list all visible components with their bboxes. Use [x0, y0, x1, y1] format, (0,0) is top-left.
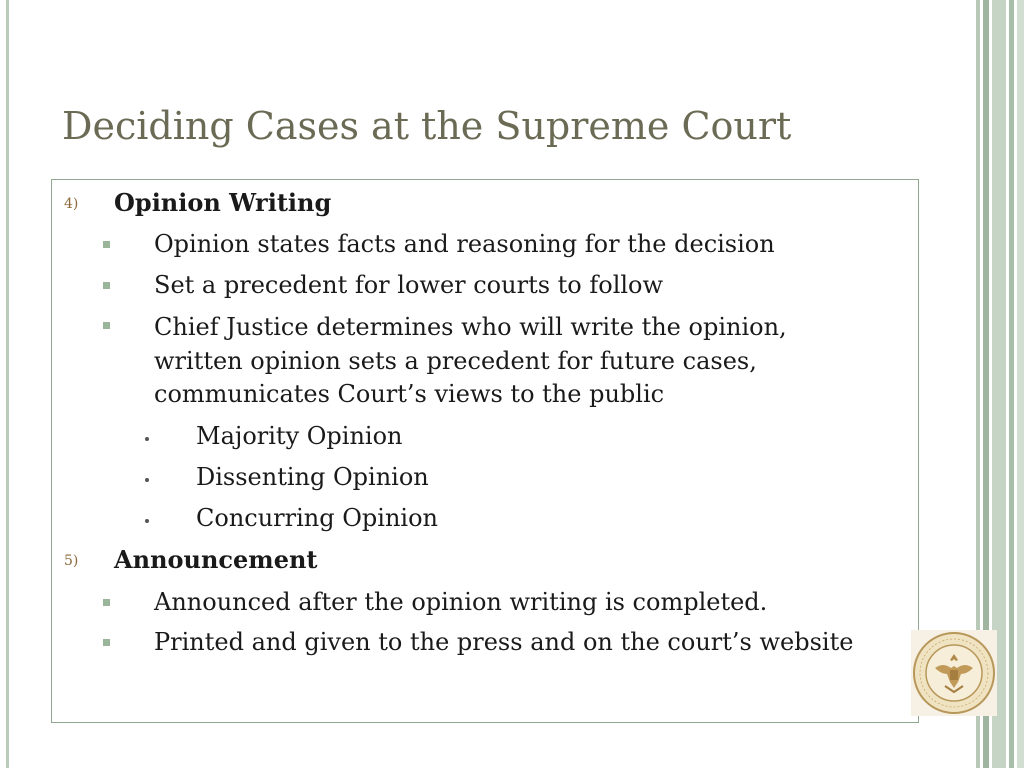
bullet-text: Announced after the opinion writing is completed. — [154, 588, 768, 616]
round-bullet-icon — [145, 519, 149, 523]
section-heading: Opinion Writing — [114, 188, 332, 217]
slide-title: Deciding Cases at the Supreme Court — [62, 104, 792, 148]
sub-bullet-text: Concurring Opinion — [196, 504, 438, 532]
bullet-text-line: communicates Court’s views to the public — [154, 380, 665, 408]
bullet-text: Opinion states facts and reasoning for the decision — [154, 230, 775, 258]
left-decorative-rule — [6, 0, 9, 768]
round-bullet-icon — [145, 478, 149, 482]
bullet-text-line: written opinion sets a precedent for future cases, — [154, 347, 757, 375]
sub-bullet-text: Majority Opinion — [196, 422, 403, 450]
square-bullet-icon — [103, 599, 110, 606]
bullet-text: Set a precedent for lower courts to follow — [154, 271, 664, 299]
square-bullet-icon — [103, 282, 110, 289]
section-heading: Announcement — [114, 545, 318, 574]
supreme-court-seal-icon — [911, 630, 997, 716]
square-bullet-icon — [103, 241, 110, 248]
section-number: 4) — [64, 196, 79, 212]
sub-bullet-text: Dissenting Opinion — [196, 463, 429, 491]
right-decorative-stripe — [1009, 0, 1014, 768]
square-bullet-icon — [103, 639, 110, 646]
square-bullet-icon — [103, 322, 110, 329]
bullet-text: Printed and given to the press and on the court’s website — [154, 628, 854, 656]
section-number: 5) — [64, 553, 79, 569]
round-bullet-icon — [145, 437, 149, 441]
bullet-text-line: Chief Justice determines who will write the opinion, — [154, 313, 787, 341]
right-decorative-stripe — [1017, 0, 1024, 768]
